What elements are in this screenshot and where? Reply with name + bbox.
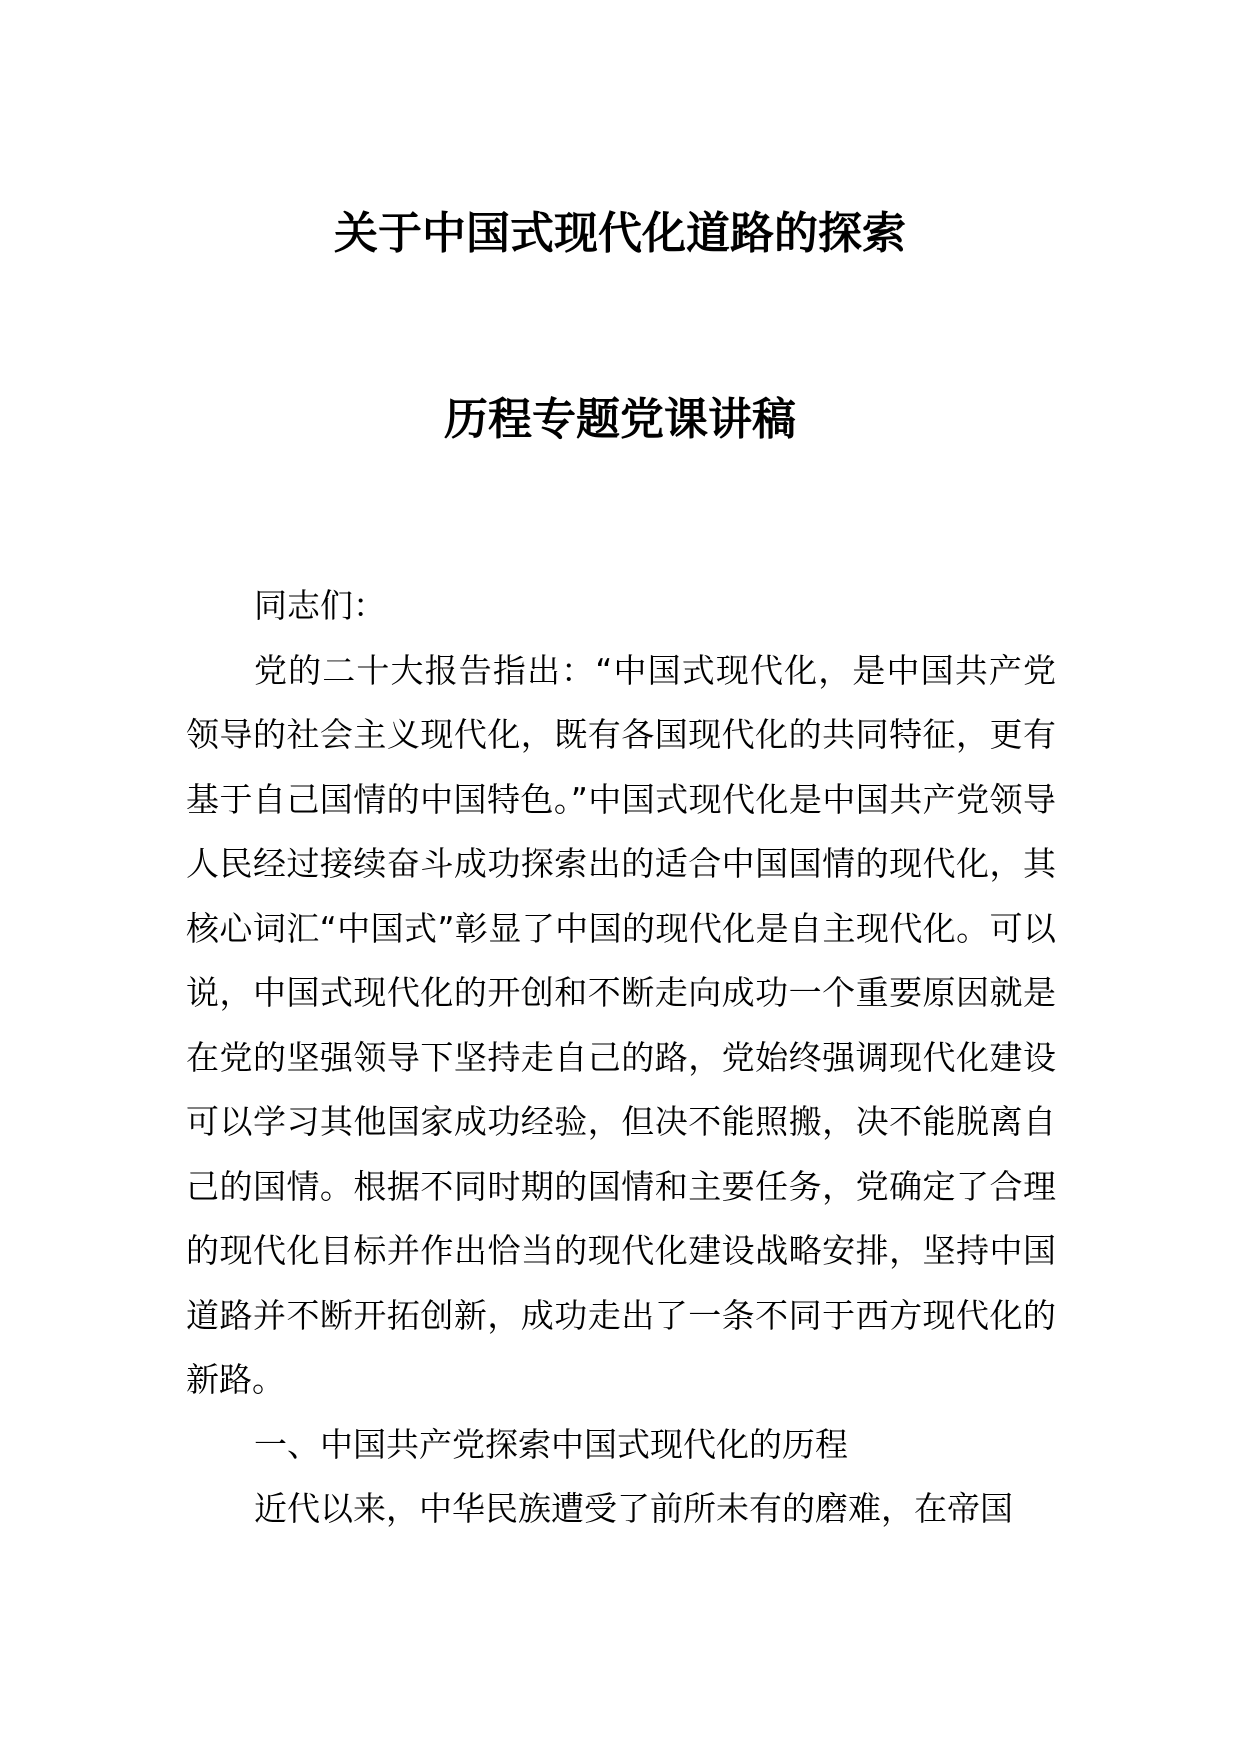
document-title-line-1: 关于中国式现代化道路的探索 <box>334 208 906 259</box>
document-body <box>186 574 1056 1542</box>
document-title-line-2: 历程专题党课讲稿 <box>444 394 796 445</box>
body-paragraph-2: 近代以来，中华民族遭受了前所未有的磨难，在帝国 <box>254 1489 1013 1528</box>
section-heading: 一、中国共产党探索中国式现代化的历程 <box>254 1424 848 1464</box>
salutation: 同志们： <box>254 586 386 625</box>
body-paragraph-1: 党的二十大报告指出：“中国式现代化，是中国共产党领导的社会主义现代化，既有各国现代化的共同特征，更有基于自己国情的中国特色。”中国式现代化是中国共产党领导人民经过接续奋斗成功探索出的适合中国国情的现代化，其核心词汇“中国式”彰显了中国的现代化是自主现代化。可以说，中国式现代化的开创和不断走向成功一个重要原因就是在党的坚强领导下坚持走自己的路，党始终强调现代化建设可以学习其他国家成功经验，但决不能照搬，决不能脱离自己的国情。根据不同时期的国情和主要任务，党确定了合理的现代化目标并作出恰当的现代化建设战略安排，坚持中国道路并不断开拓创新，成功走出了一条不同于西方现代化的新路。 <box>186 650 1056 1399</box>
